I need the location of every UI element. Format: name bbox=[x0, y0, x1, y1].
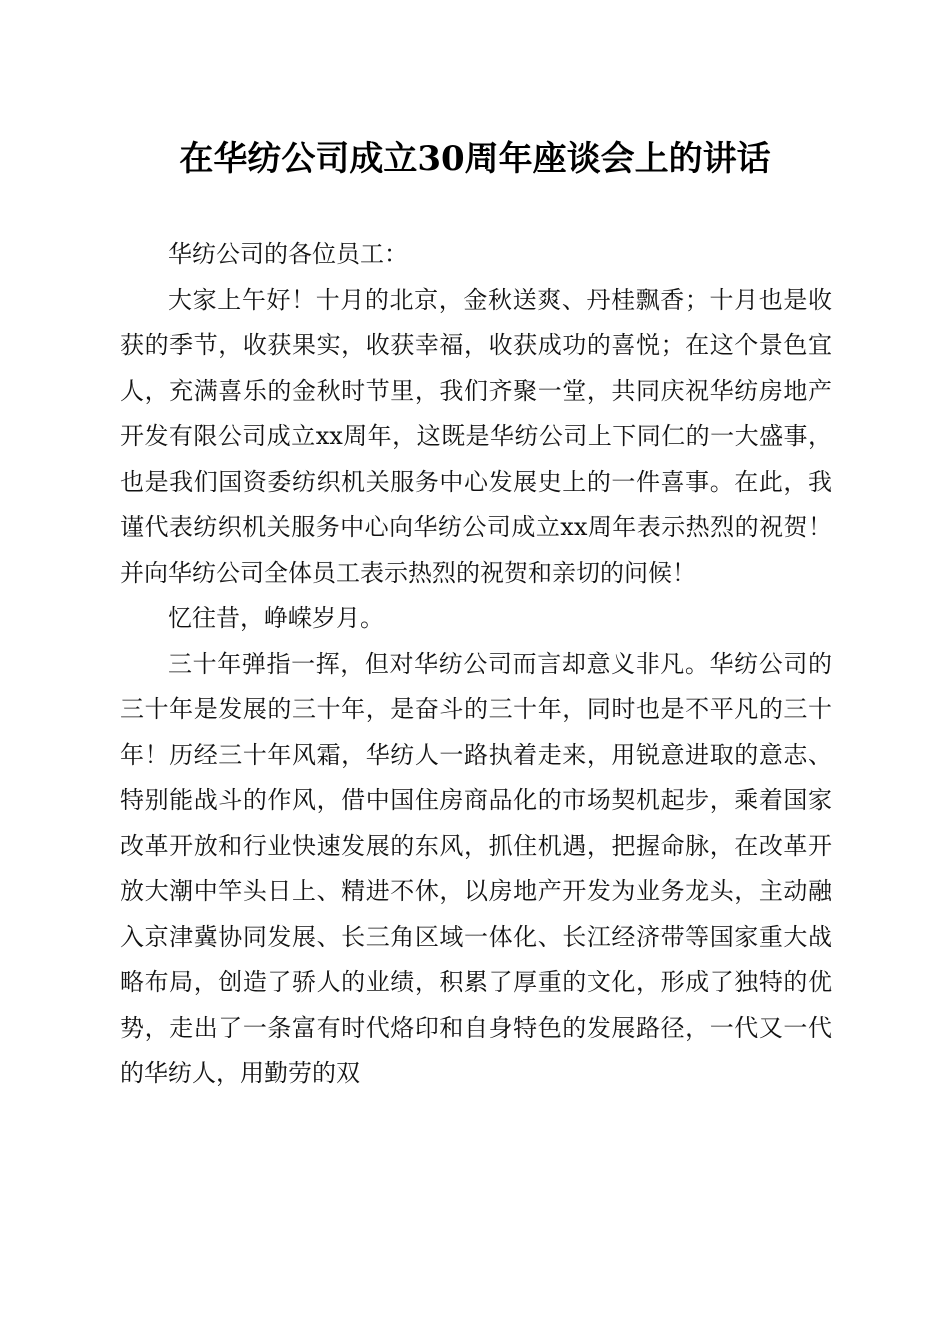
paragraph-recall: 忆往昔，峥嵘岁月。 bbox=[168, 604, 384, 632]
salutation: 华纺公司的各位员工： bbox=[168, 240, 408, 268]
document-body bbox=[120, 232, 832, 1097]
document-title: 在华纺公司成立30周年座谈会上的讲话 bbox=[179, 139, 771, 179]
paragraph-history: 三十年弹指一挥，但对华纺公司而言却意义非凡。华纺公司的三十年是发展的三十年，是奋斗的三十年，同时也是不平凡的三十年！历经三十年风霜，华纺人一路执着走来，用锐意进取的意志、特别能战斗的作风，借中国住房商品化的市场契机起步，乘着国家改革开放和行业快速发展的东风，抓住机遇，把握命脉，在改革开放大潮中竿头日上、精进不休，以房地产开发为业务龙头，主动融入京津冀协同发展、长三角区域一体化、长江经济带等国家重大战略布局，创造了骄人的业绩，积累了厚重的文化，形成了独特的优势，走出了一条富有时代烙印和自身特色的发展路径，一代又一代的华纺人，用勤劳的双 bbox=[120, 649, 832, 1087]
paragraph-greeting: 大家上午好！十月的北京，金秋送爽、丹桂飘香；十月也是收获的季节，收获果实，收获幸福，收获成功的喜悦；在这个景色宜人，充满喜乐的金秋时节里，我们齐聚一堂，共同庆祝华纺房地产开发有限公司成立xx周年，这既是华纺公司上下同仁的一大盛事，也是我们国资委纺织机关服务中心发展史上的一件喜事。在此，我谨代表纺织机关服务中心向华纺公司成立xx周年表示热烈的祝贺！并向华纺公司全体员工表示热烈的祝贺和亲切的问候！ bbox=[120, 285, 832, 587]
